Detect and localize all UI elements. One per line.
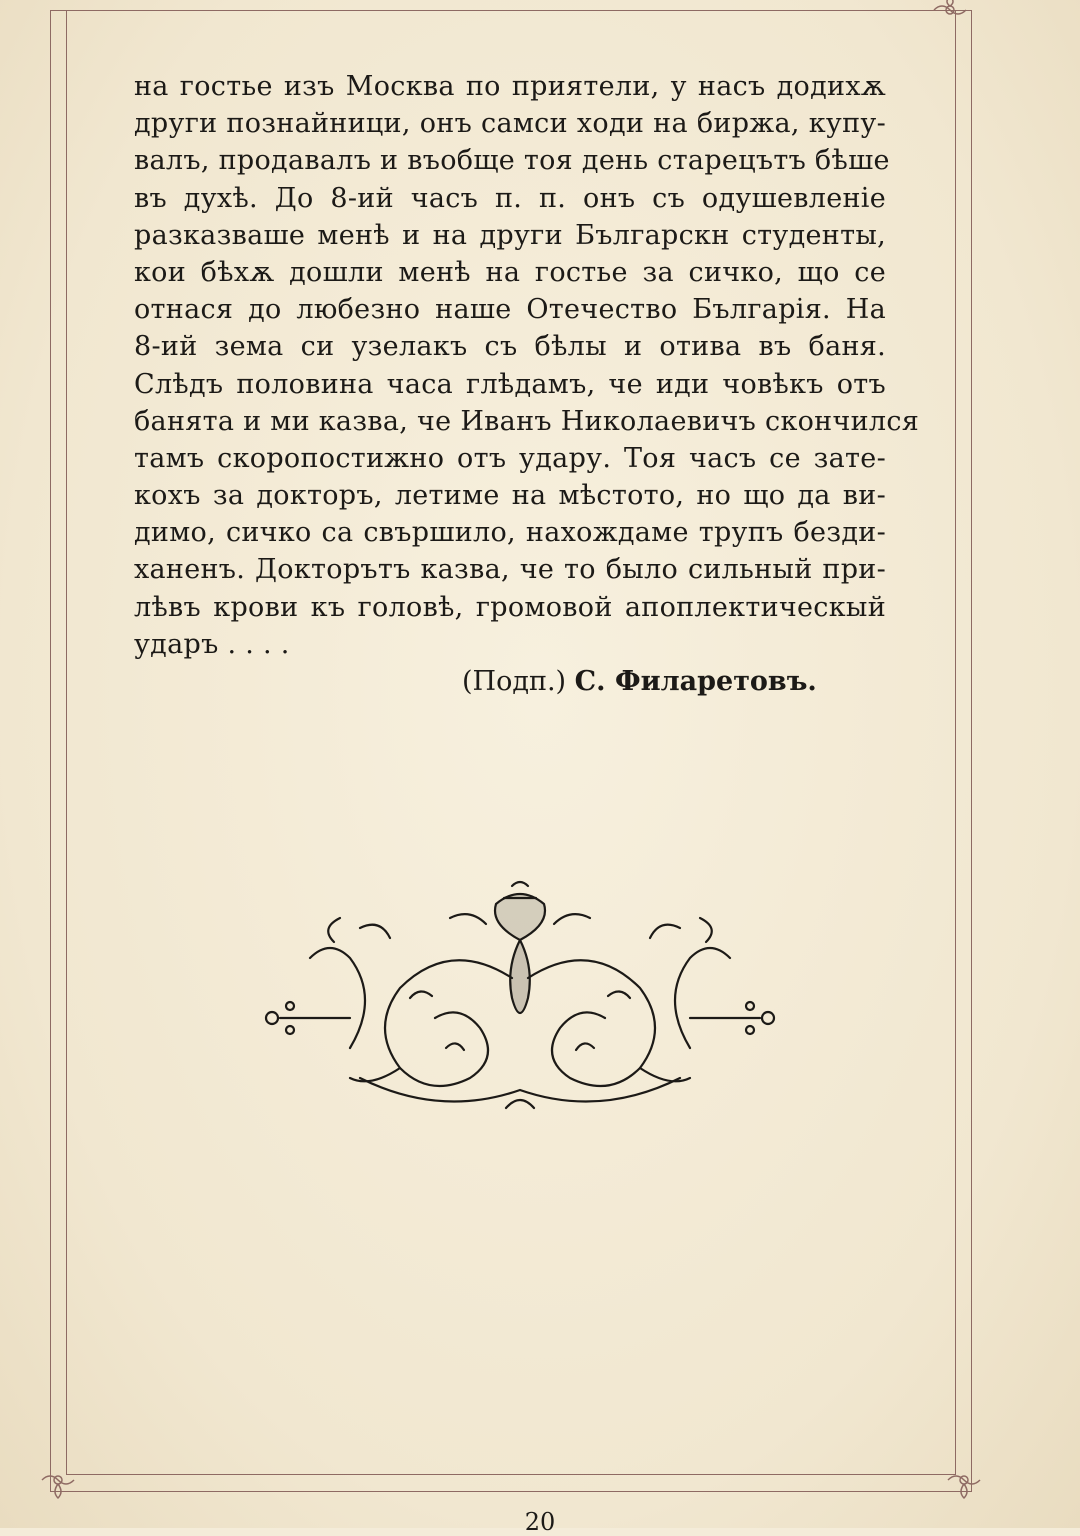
text-line: 8-ий зема си узелакъ съ бѣлы и отива въ баня.: [134, 331, 886, 363]
signature-prefix: (Подп.): [462, 666, 567, 697]
text-line: ударъ . . . .: [134, 628, 290, 660]
text-line: димо, сичко са свършило, нахождаме трупъ безди-: [134, 517, 886, 549]
signature-name: С. Филаретовъ.: [574, 666, 817, 697]
text-line: тамъ скоропостижно отъ удару. Тоя часъ се зате-: [134, 442, 886, 474]
corner-flourish-icon: [944, 1462, 984, 1502]
floral-vignette-icon: [250, 878, 790, 1118]
text-line: кохъ за докторъ, летиме на мѣстото, но що да ви-: [134, 480, 886, 512]
corner-flourish-icon: [38, 1462, 78, 1502]
page-number: 20: [524, 1508, 556, 1536]
text-line: ханенъ. Докторътъ казва, че то было сильный при-: [134, 554, 886, 586]
text-line: Слѣдъ половина часа глѣдамъ, че иди човѣкъ отъ: [134, 368, 886, 400]
text-line: въ духѣ. До 8-ий часъ п. п. онъ съ одушевленіе: [134, 182, 886, 214]
text-line: разказваше менѣ и на други Българскн студенты,: [134, 219, 886, 251]
text-line: други познайници, онъ самси ходи на биржа, купу-: [134, 108, 886, 140]
signature: [462, 666, 817, 697]
text-line: отнася до любезно наше Отечество Българія. На: [134, 294, 886, 326]
text-line: банята и ми казва, че Иванъ Николаевичъ скончился: [134, 405, 920, 437]
text-line: кои бѣхѫ дошли менѣ на гостье за сичко, що се: [134, 256, 886, 288]
text-line: валъ, продавалъ и въобще тоя день старецътъ бѣше: [134, 145, 890, 177]
corner-flourish-icon: [930, 0, 970, 32]
text-line: на гостье изъ Москва по приятели, у насъ додихѫ: [134, 71, 886, 102]
body-text: [134, 68, 920, 663]
text-line: лѣвъ крови къ головѣ, громовой апоплектическый: [134, 591, 886, 623]
